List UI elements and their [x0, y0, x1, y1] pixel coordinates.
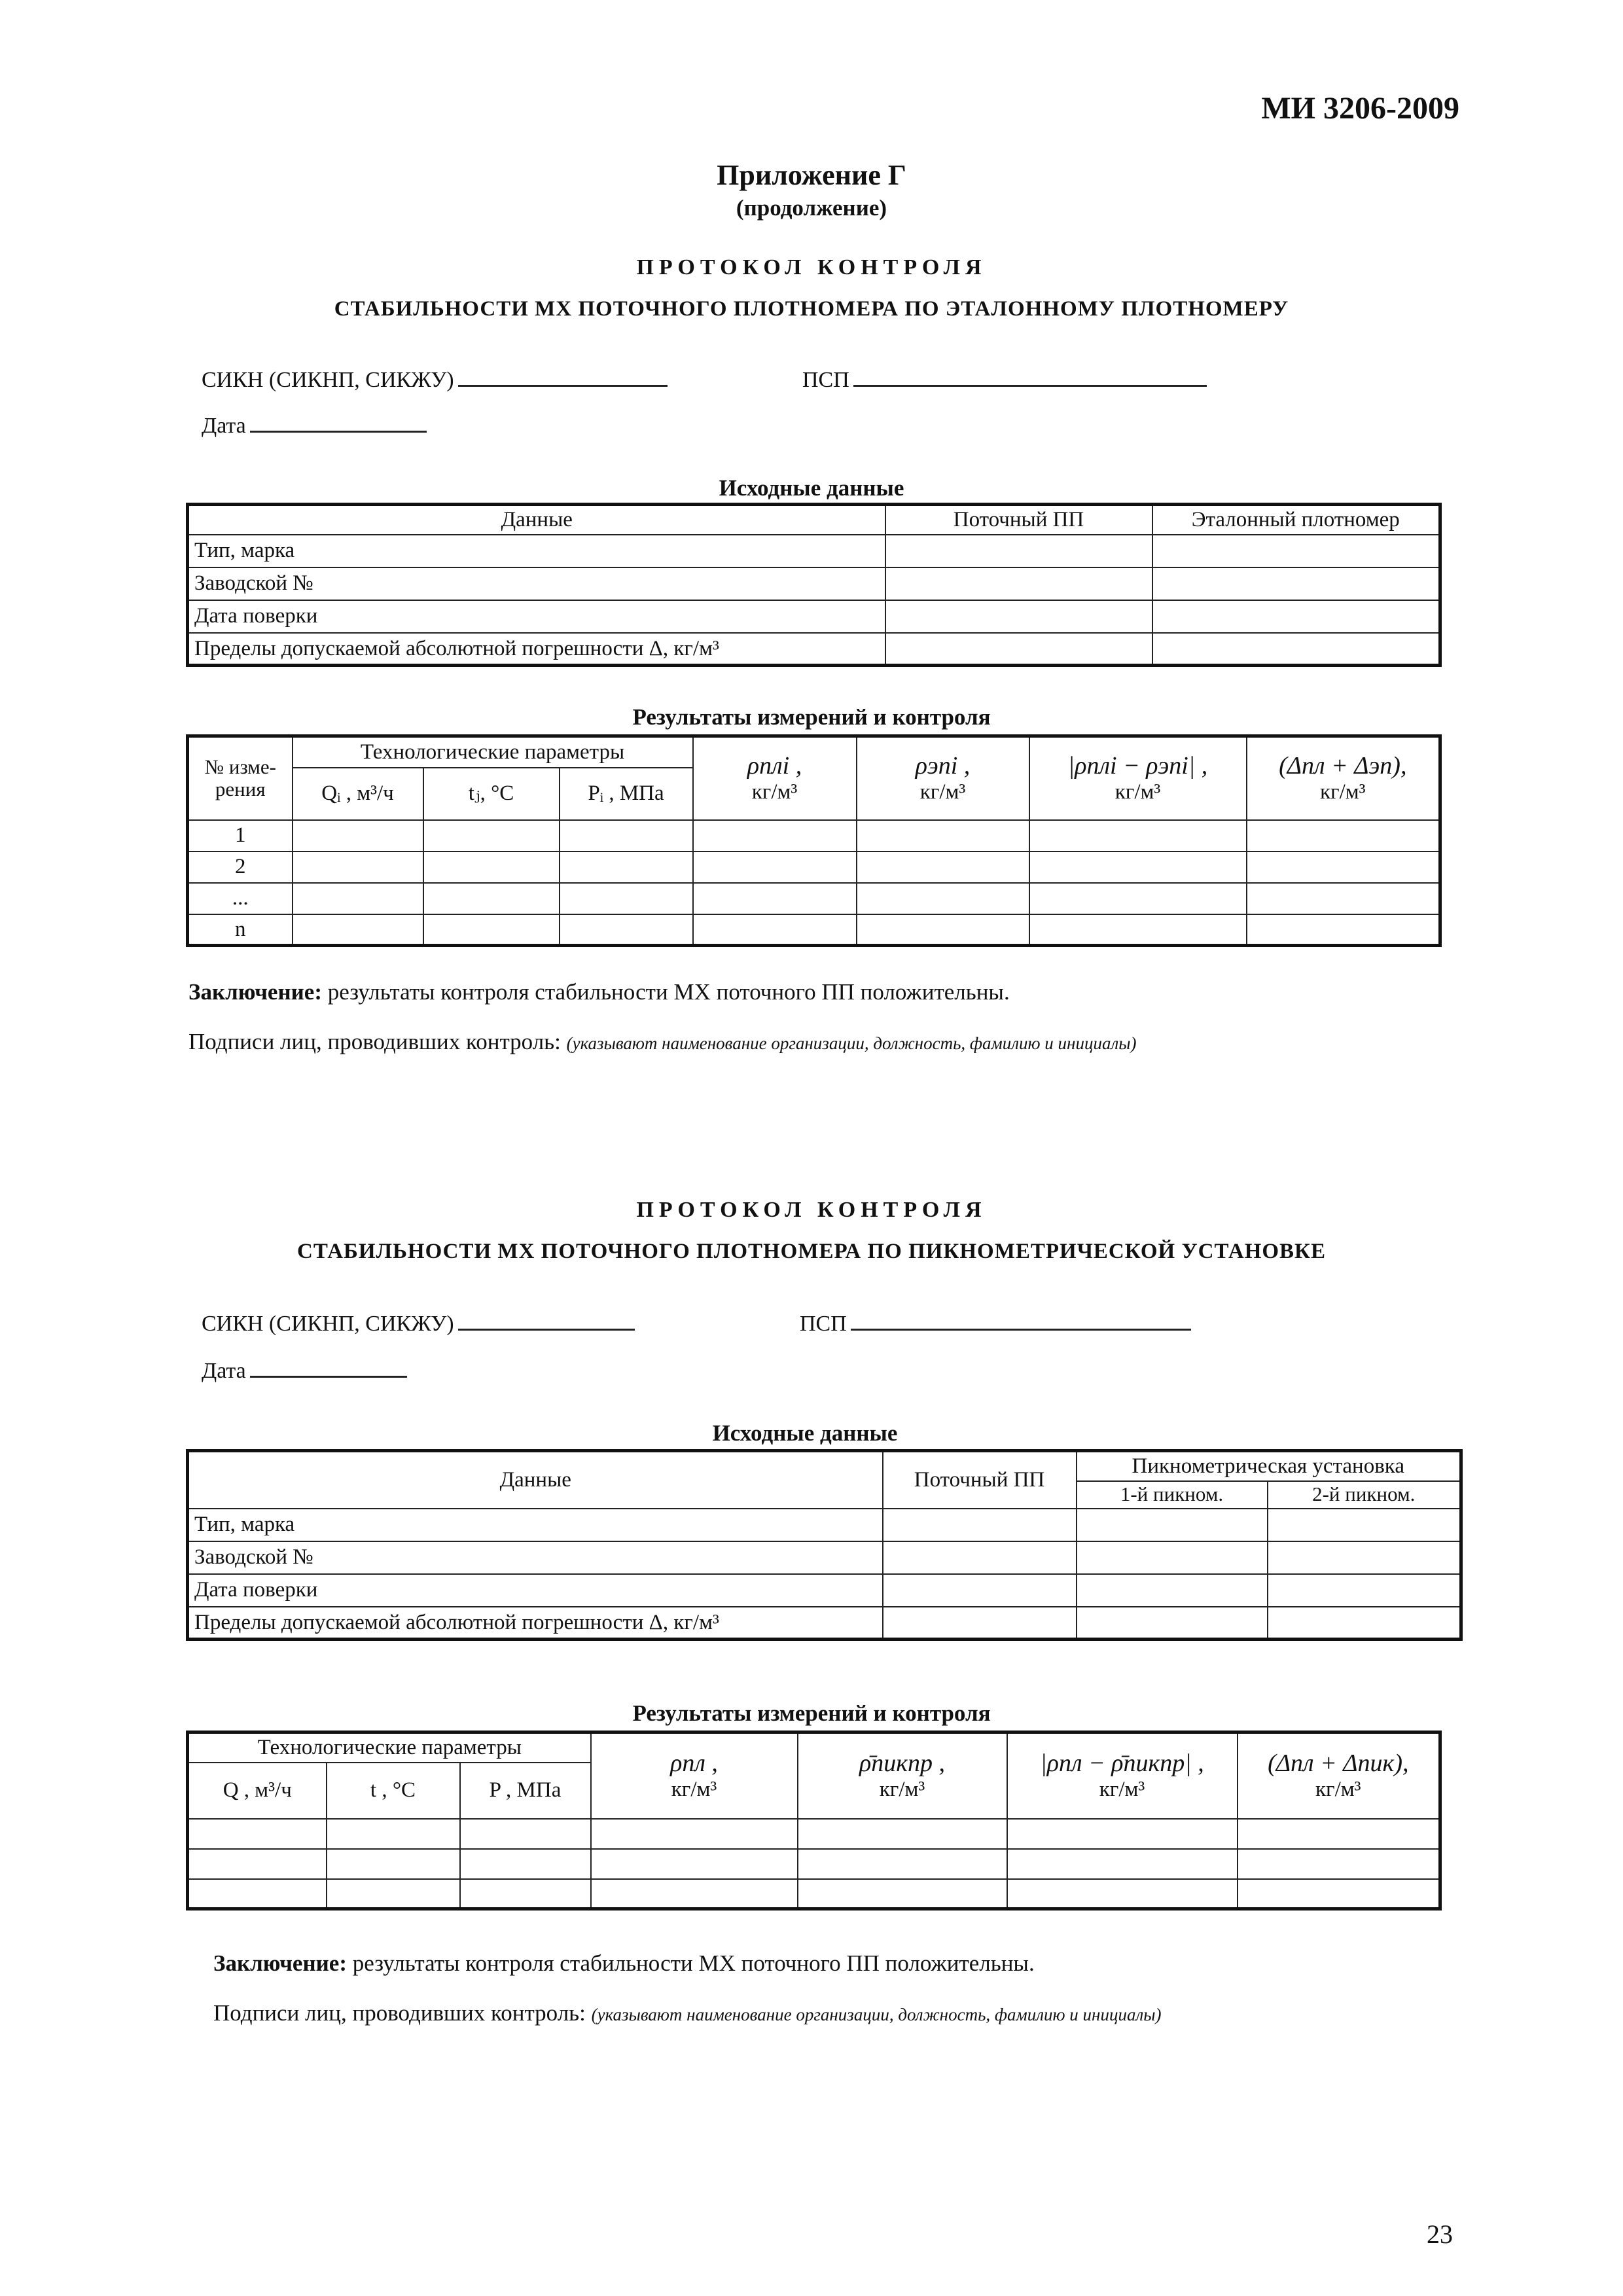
signatures-hint: (указывают наименование организации, должность, фамилию и инициалы) [566, 1033, 1137, 1053]
table-row [188, 1541, 1461, 1574]
table-row [188, 633, 1440, 666]
row-number: ... [188, 883, 293, 914]
tech-params-header: Технологические параметры [293, 736, 693, 768]
sikn-blank-line[interactable] [458, 367, 668, 387]
protocol2-source-table [186, 1449, 1463, 1641]
row-label: Тип, марка [188, 535, 885, 567]
protocol2-results-caption: Результаты измерений и контроля [632, 1700, 991, 1726]
table-row [188, 1574, 1461, 1607]
input-cell[interactable] [1152, 567, 1440, 600]
input-cell[interactable] [1247, 852, 1440, 883]
input-cell[interactable] [1077, 1541, 1268, 1574]
table-header-row [188, 1451, 1461, 1481]
protocol1-psp-field[interactable] [802, 367, 1207, 393]
input-cell[interactable] [460, 1849, 591, 1879]
input-cell[interactable] [883, 1541, 1077, 1574]
input-cell[interactable] [293, 883, 423, 914]
table-row [188, 852, 1440, 883]
input-cell[interactable] [1029, 820, 1247, 852]
input-cell[interactable] [1007, 1849, 1238, 1879]
input-cell[interactable] [1152, 633, 1440, 666]
input-cell[interactable] [591, 1879, 798, 1909]
pressure-header: P , МПа [460, 1763, 591, 1819]
table-row [188, 1819, 1440, 1849]
row-number: 2 [188, 852, 293, 883]
table-row [188, 914, 1440, 946]
input-cell[interactable] [293, 914, 423, 946]
protocol2-source-caption: Исходные данные [712, 1420, 898, 1446]
input-cell[interactable] [857, 883, 1029, 914]
input-cell[interactable] [423, 883, 560, 914]
sub-column-header: 1-й пикном. [1077, 1481, 1268, 1509]
conclusion-text: результаты контроля стабильности МХ поточного ПП положительны. [321, 979, 1010, 1005]
input-cell[interactable] [693, 914, 857, 946]
input-cell[interactable] [883, 1607, 1077, 1640]
input-cell[interactable] [1152, 600, 1440, 633]
date-blank-line[interactable] [250, 1357, 407, 1378]
input-cell[interactable] [423, 852, 560, 883]
row-label: Пределы допускаемой абсолютной погрешности Δ, кг/м³ [188, 1607, 883, 1640]
row-label: Дата поверки [188, 1574, 883, 1607]
column-header: Данные [188, 1451, 883, 1509]
input-cell[interactable] [885, 535, 1152, 567]
input-cell[interactable] [1077, 1574, 1268, 1607]
table-row [188, 600, 1440, 633]
input-cell[interactable] [327, 1819, 460, 1849]
input-cell[interactable] [857, 820, 1029, 852]
flow-header: Qᵢ , м³/ч [293, 768, 423, 820]
table-row [188, 1607, 1461, 1640]
signatures-hint: (указывают наименование организации, должность, фамилию и инициалы) [591, 2005, 1162, 2024]
row-number: 1 [188, 820, 293, 852]
input-cell[interactable] [1238, 1819, 1440, 1849]
input-cell[interactable] [327, 1849, 460, 1879]
input-cell[interactable] [591, 1849, 798, 1879]
input-cell[interactable] [1029, 883, 1247, 914]
input-cell[interactable] [1247, 914, 1440, 946]
measurement-number-header: № изме-рения [188, 736, 293, 820]
input-cell[interactable] [1077, 1509, 1268, 1541]
rho-ep-header: ρэпi , кг/м³ [857, 736, 1029, 820]
protocol1-source-table [186, 503, 1442, 667]
page-number: 23 [1427, 2219, 1453, 2249]
pressure-header: Pᵢ , МПа [560, 768, 693, 820]
table-header-row [188, 505, 1440, 535]
input-cell[interactable] [293, 852, 423, 883]
conclusion-text: результаты контроля стабильности МХ поточного ПП положительны. [346, 1950, 1035, 1976]
input-cell[interactable] [1029, 852, 1247, 883]
column-header: Данные [188, 505, 885, 535]
input-cell[interactable] [1007, 1879, 1238, 1909]
input-cell[interactable] [1152, 535, 1440, 567]
input-cell[interactable] [693, 820, 857, 852]
input-cell[interactable] [560, 852, 693, 883]
protocol2-results-table [186, 1731, 1442, 1910]
table-row [188, 1509, 1461, 1541]
input-cell[interactable] [1268, 1509, 1461, 1541]
rho-pik-header: ρ̄пикпр , кг/м³ [798, 1732, 1007, 1819]
input-cell[interactable] [1007, 1819, 1238, 1849]
table-row [188, 883, 1440, 914]
input-cell[interactable] [857, 852, 1029, 883]
sikn-blank-line[interactable] [458, 1310, 635, 1331]
input-cell[interactable] [560, 883, 693, 914]
appendix-subtitle: (продолжение) [736, 195, 887, 221]
input-cell[interactable] [423, 914, 560, 946]
protocol1-subtitle: СТАБИЛЬНОСТИ МХ ПОТОЧНОГО ПЛОТНОМЕРА ПО ЭТАЛОННОМУ ПЛОТНОМЕРУ [334, 297, 1289, 321]
table-row [188, 820, 1440, 852]
input-cell[interactable] [188, 1849, 327, 1879]
date-label: Дата [202, 414, 246, 438]
input-cell[interactable] [460, 1879, 591, 1909]
input-cell[interactable] [1268, 1574, 1461, 1607]
input-cell[interactable] [1238, 1849, 1440, 1879]
input-cell[interactable] [560, 820, 693, 852]
protocol2-date-field[interactable] [202, 1357, 407, 1384]
psp-label: ПСП [802, 368, 849, 392]
sum-header: (Δпл + Δэп), кг/м³ [1247, 736, 1440, 820]
input-cell[interactable] [1268, 1541, 1461, 1574]
protocol2-signatures [213, 2000, 1162, 2026]
row-label: Тип, марка [188, 1509, 883, 1541]
input-cell[interactable] [1247, 820, 1440, 852]
psp-blank-line[interactable] [853, 367, 1207, 387]
protocol1-date-field[interactable] [202, 412, 427, 439]
input-cell[interactable] [1238, 1879, 1440, 1909]
row-label: Пределы допускаемой абсолютной погрешности Δ, кг/м³ [188, 633, 885, 666]
input-cell[interactable] [693, 852, 857, 883]
date-blank-line[interactable] [250, 412, 427, 433]
protocol1-conclusion [188, 979, 1010, 1005]
input-cell[interactable] [460, 1819, 591, 1849]
rho-pl-header: ρплi , кг/м³ [693, 736, 857, 820]
sikn-label: СИКН (СИКНП, СИКЖУ) [202, 368, 454, 392]
protocol1-results-caption: Результаты измерений и контроля [632, 704, 991, 730]
protocol1-signatures [188, 1029, 1137, 1055]
input-cell[interactable] [693, 883, 857, 914]
input-cell[interactable] [885, 567, 1152, 600]
table-row [188, 1849, 1440, 1879]
protocol1-heading: ПРОТОКОЛ КОНТРОЛЯ [636, 255, 987, 279]
table-row [188, 1879, 1440, 1909]
document-code: МИ 3206-2009 [1261, 91, 1459, 126]
sum-header: (Δпл + Δпик), кг/м³ [1238, 1732, 1440, 1819]
input-cell[interactable] [423, 820, 560, 852]
input-cell[interactable] [188, 1819, 327, 1849]
row-label: Заводской № [188, 1541, 883, 1574]
temperature-header: tⱼ, °С [423, 768, 560, 820]
column-header: Пикнометрическая установка [1077, 1451, 1461, 1481]
input-cell[interactable] [798, 1819, 1007, 1849]
input-cell[interactable] [885, 600, 1152, 633]
row-number: n [188, 914, 293, 946]
rho-pl-header: ρпл , кг/м³ [591, 1732, 798, 1819]
input-cell[interactable] [188, 1879, 327, 1909]
sub-column-header: 2-й пикном. [1268, 1481, 1461, 1509]
signatures-label: Подписи лиц, проводивших контроль: [213, 2000, 592, 2026]
protocol2-conclusion [213, 1950, 1035, 1977]
table-header-row [188, 1732, 1440, 1763]
table-row [188, 567, 1440, 600]
psp-blank-line[interactable] [851, 1310, 1191, 1331]
input-cell[interactable] [560, 914, 693, 946]
input-cell[interactable] [327, 1879, 460, 1909]
input-cell[interactable] [1247, 883, 1440, 914]
table-header-row [188, 736, 1440, 768]
input-cell[interactable] [883, 1509, 1077, 1541]
signatures-label: Подписи лиц, проводивших контроль: [188, 1029, 567, 1054]
row-label: Заводской № [188, 567, 885, 600]
table-row [188, 535, 1440, 567]
diff-header: |ρплi − ρэпi| , кг/м³ [1029, 736, 1247, 820]
input-cell[interactable] [591, 1819, 798, 1849]
protocol2-subtitle: СТАБИЛЬНОСТИ МХ ПОТОЧНОГО ПЛОТНОМЕРА ПО ПИКНОМЕТРИЧЕСКОЙ УСТАНОВКЕ [297, 1240, 1326, 1263]
input-cell[interactable] [857, 914, 1029, 946]
flow-header: Q , м³/ч [188, 1763, 327, 1819]
input-cell[interactable] [1077, 1607, 1268, 1640]
input-cell[interactable] [798, 1849, 1007, 1879]
column-header: Эталонный плотномер [1152, 505, 1440, 535]
row-label: Дата поверки [188, 600, 885, 633]
appendix-title: Приложение Г [717, 159, 906, 191]
input-cell[interactable] [885, 633, 1152, 666]
protocol2-sikn-field[interactable] [202, 1310, 635, 1336]
temperature-header: t , °С [327, 1763, 460, 1819]
column-header: Поточный ПП [885, 505, 1152, 535]
protocol1-sikn-field[interactable] [202, 367, 668, 393]
protocol1-results-table [186, 734, 1442, 947]
protocol2-psp-field[interactable] [800, 1310, 1191, 1336]
input-cell[interactable] [1268, 1607, 1461, 1640]
column-header: Поточный ПП [883, 1451, 1077, 1509]
input-cell[interactable] [293, 820, 423, 852]
sikn-label: СИКН (СИКНП, СИКЖУ) [202, 1312, 454, 1336]
input-cell[interactable] [883, 1574, 1077, 1607]
diff-header: |ρпл − ρ̄пикпр| , кг/м³ [1007, 1732, 1238, 1819]
conclusion-label: Заключение: [188, 979, 322, 1005]
conclusion-label: Заключение: [213, 1950, 347, 1976]
tech-params-header: Технологические параметры [188, 1732, 591, 1763]
protocol1-source-caption: Исходные данные [719, 475, 904, 501]
date-label: Дата [202, 1359, 246, 1383]
input-cell[interactable] [1029, 914, 1247, 946]
protocol2-heading: ПРОТОКОЛ КОНТРОЛЯ [636, 1198, 987, 1222]
psp-label: ПСП [800, 1312, 847, 1336]
input-cell[interactable] [798, 1879, 1007, 1909]
